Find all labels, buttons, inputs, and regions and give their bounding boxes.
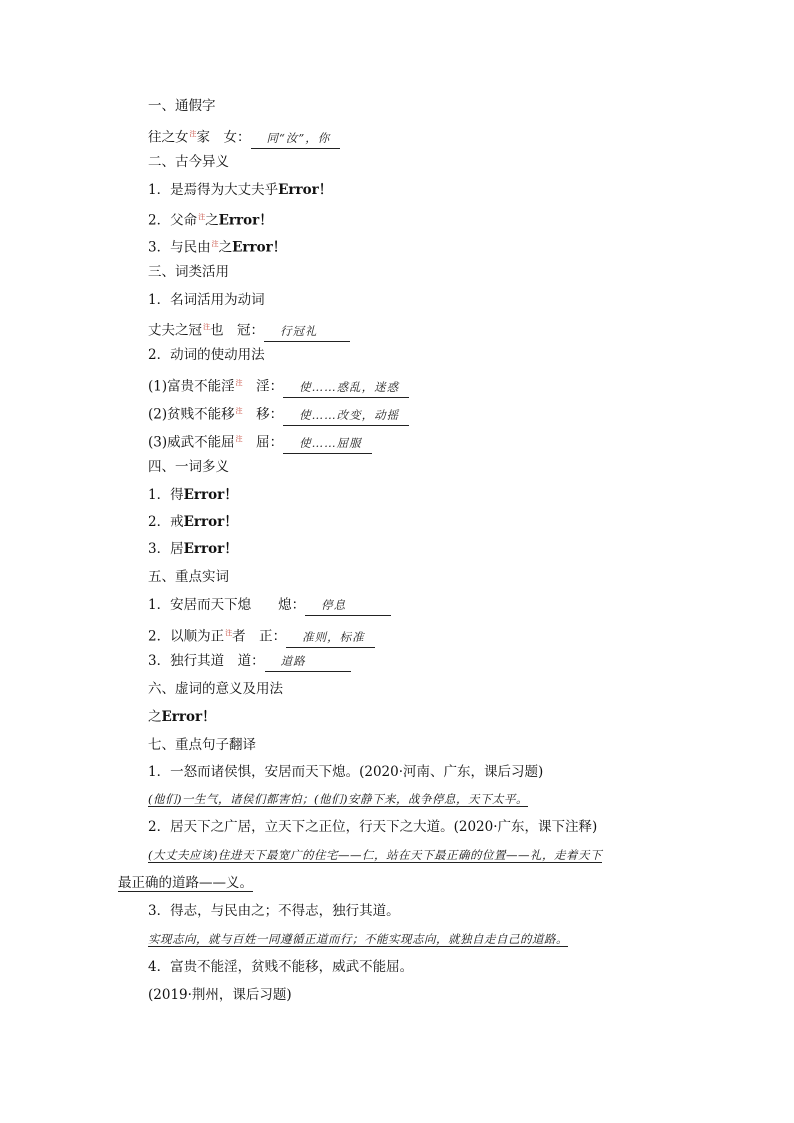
section-5-item-1: 1．安居而天下熄 熄： 停息 [148,595,391,616]
answer: 同“汝”，你 [251,128,341,149]
section-7-item-1: 1．一怒而诸侯惧，安居而天下熄。(2020·河南、广东，课后习题) [148,764,544,780]
error-text: Error！ [278,182,333,198]
section-4-title: 四、一词多义 [148,459,229,475]
section-5-item-2: 2．以顺为正$^注$者 正： 准则，标准 [148,623,375,648]
section-5-item-3: 3．独行其道 道： 道路 [148,651,351,672]
answer: 使……屈服 [283,433,372,454]
section-7-title: 七、重点句子翻译 [148,737,256,753]
section-3-sub-1: 1．名词活用为动词 [148,292,265,308]
note-mark: 注 [189,130,197,138]
answer: 停息 [305,595,391,616]
section-3-line-2a: (1)富贵不能淫$^注$ 淫： 使……惑乱，迷惑 [148,373,409,398]
section-4-item-1: 1．得Error！ [148,487,238,503]
section-3-title: 三、词类活用 [148,264,229,280]
section-2-item-3: 3．与民由$^注$之Error！ [148,239,287,256]
section-7-item-4: 4．富贵不能淫，贫贱不能移，威武不能屈。 [148,959,414,975]
section-3-line-2b: (2)贫贱不能移$^注$ 移： 使……改变，动摇 [148,401,409,426]
section-2-item-2: 2．父命$^注$之Error！ [148,212,273,229]
section-2-title: 二、古今异义 [148,154,229,170]
section-3-line-1: 丈夫之冠$^注$也 冠： 行冠礼 [148,317,350,342]
answer: 准则，标准 [286,627,375,648]
section-6-title: 六、虚词的意义及用法 [148,681,283,697]
section-7-item-2: 2．居天下之广居，立天下之正位，行天下之大道。(2020·广东，课下注释) [148,819,598,835]
answer: 道路 [265,651,351,672]
section-1-line: 往之女$^注$家 女： 同“汝”，你 [148,124,340,149]
section-7-item-4-source: (2019·荆州，课后习题) [148,987,292,1003]
section-7-item-3: 3．得志，与民由之；不得志，独行其道。 [148,903,400,919]
section-1-title: 一、通假字 [148,98,216,114]
section-2-item-1: 1．是焉得为大丈夫乎Error！ [148,182,333,198]
section-3-sub-2: 2．动词的使动用法 [148,347,265,363]
answer: 使……惑乱，迷惑 [283,377,409,398]
section-7-answer-1: (他们)一生气，诸侯们都害怕；(他们)安静下来，战争停息，天下太平。 [148,792,528,806]
section-7-answer-2a: (大丈夫应该)住进天下最宽广的住宅——仁，站在天下最正确的位置——礼，走着天下 [148,848,602,862]
section-3-line-2c: (3)威武不能屈$^注$ 屈： 使……屈服 [148,429,372,454]
section-4-item-2: 2．戒Error！ [148,514,238,530]
section-5-title: 五、重点实词 [148,569,229,585]
section-6-item-1: 之Error！ [148,709,216,725]
section-4-item-3: 3．居Error！ [148,541,238,557]
answer: 行冠礼 [264,321,350,342]
section-7-answer-3: 实现志向，就与百姓一同遵循正道而行；不能实现志向，就独自走自己的道路。 [148,932,568,946]
answer: 使……改变，动摇 [283,405,409,426]
section-7-answer-2b: 最正确的道路——义。 [118,875,253,891]
